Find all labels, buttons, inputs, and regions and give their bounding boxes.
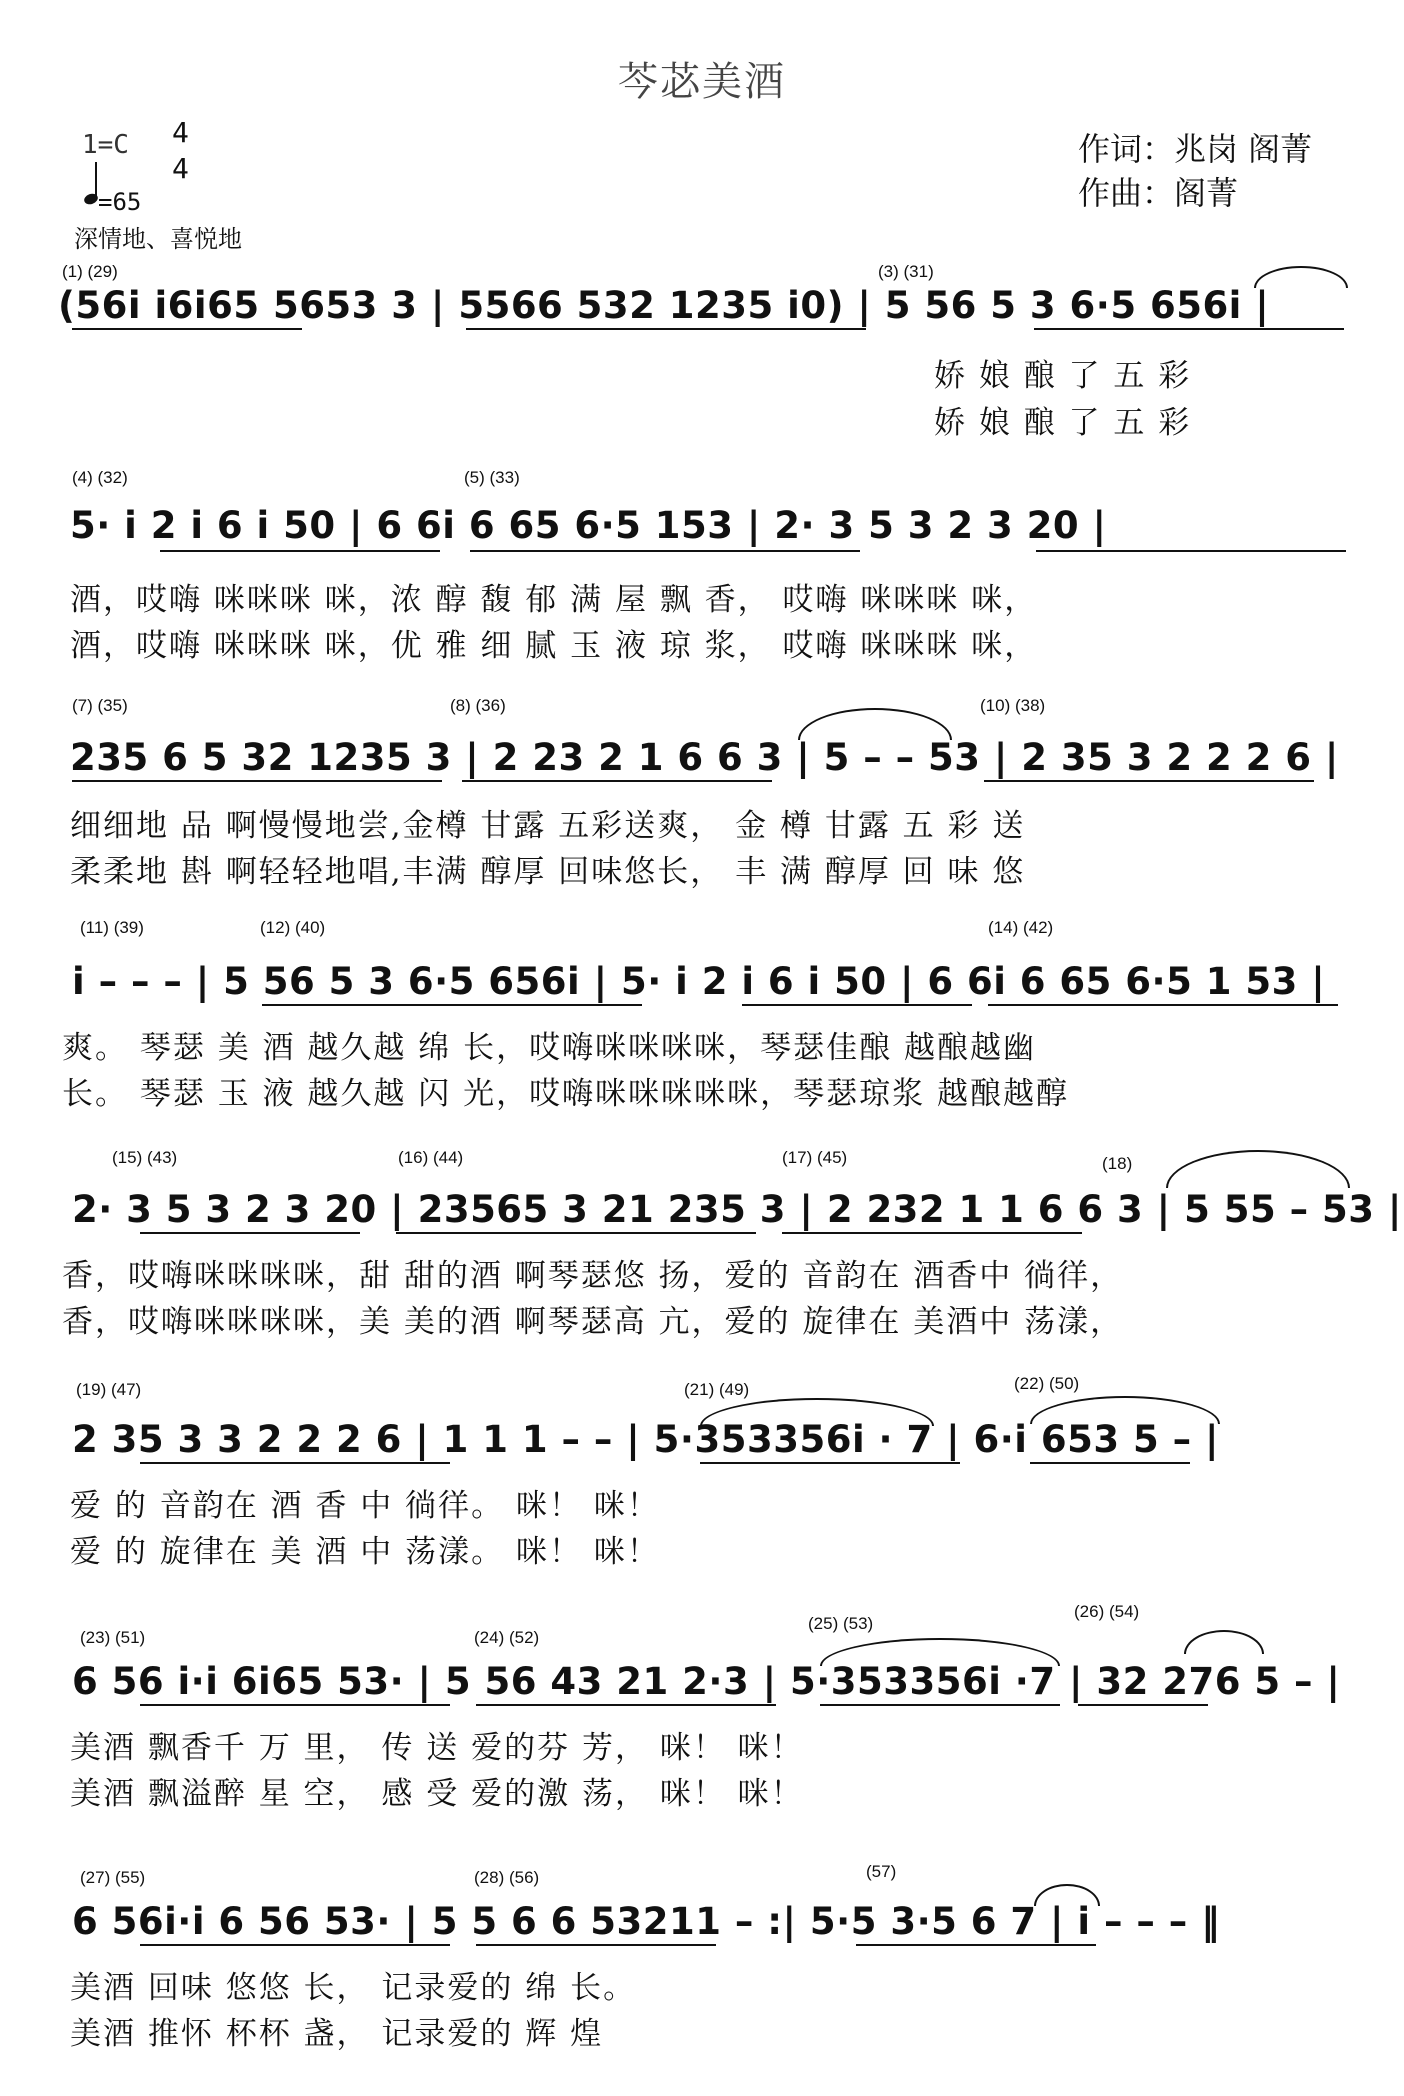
measure-number: (24) (52) [474,1628,540,1647]
beam-underline [140,1704,450,1706]
lyric-verse-1: 香，哎嗨咪咪咪咪，甜 甜的酒 啊琴瑟悠 扬，爱的 音韵在 酒香中 徜徉， [62,1258,1124,1294]
lyric-verse-2: 酒，哎嗨 咪咪咪 咪，优 雅 细 腻 玉 液 琼 浆， 哎嗨 咪咪咪 咪， [70,628,1038,664]
beam-underline [140,1944,450,1946]
measure-number: (14) (42) [988,918,1054,937]
measure-number: (11) (39) [80,918,144,937]
measure-number: (26) (54) [1074,1602,1140,1621]
melody-line: 6 56i·i 6 56 53· | 5 5 6 6 53211 – :| 5·5 3·5 6 7 | i – – – ‖ [72,1900,1221,1943]
measure-number: (22) (50) [1014,1374,1080,1393]
slur [700,1398,934,1426]
lyric-verse-1: 爽。 琴瑟 美 酒 越久越 绵 长，哎嗨咪咪咪咪，琴瑟佳酿 越酿越幽 [62,1030,1036,1066]
measure-number: (16) (44) [398,1148,464,1167]
lyric-verse-2: 娇 娘 酿 了 五 彩 [934,405,1192,441]
time-signature-bottom: 4 [172,152,189,185]
measure-number: (28) (56) [474,1868,540,1887]
measure-number: (27) (55) [80,1868,146,1887]
time-signature-top: 4 [172,116,189,149]
tie [1166,1150,1350,1188]
measure-number: (18) [1102,1154,1133,1173]
slur [1184,1630,1264,1654]
lyric-verse-1: 美酒 飘香千 万 里， 传 送 爱的芬 芳， 咪！ 咪！ [70,1730,804,1766]
lyric-verse-1: 娇 娘 酿 了 五 彩 [934,358,1192,394]
measure-number: (5) (33) [464,468,520,487]
beam-underline [160,550,440,552]
lyric-verse-2: 长。 琴瑟 玉 液 越久越 闪 光，哎嗨咪咪咪咪咪，琴瑟琼浆 越酿越醇 [62,1076,1069,1112]
melody-line: 2 35 3 3 2 2 2 6 | 1 1 1 – – | 5·353356i · 7 | 6·i 653 5 – | [72,1418,1219,1461]
melody-line: (56i i6i65 5653 3 | 5566 532 1235 i0) | 5 56 5 3 6·5 656i | [58,284,1270,327]
beam-underline [462,780,772,782]
beam-underline [140,1462,450,1464]
beam-underline [988,1004,1338,1006]
composer-credit: 作曲：阁菁 [1078,174,1239,212]
beam-underline [1034,328,1344,330]
lyric-verse-1: 酒，哎嗨 咪咪咪 咪，浓 醇 馥 郁 满 屋 飘 香， 哎嗨 咪咪咪 咪， [70,582,1038,618]
slur [820,1638,1060,1666]
measure-number: (15) (43) [112,1148,178,1167]
measure-number: (10) (38) [980,696,1046,715]
expression-marking: 深情地、喜悦地 [74,225,242,253]
tie [798,708,952,740]
measure-number: (12) (40) [260,918,326,937]
beam-underline [470,550,860,552]
lyricist-credit: 作词：兆岗 阁菁 [1078,130,1313,168]
measure-number: (8) (36) [450,696,506,715]
measure-number: (21) (49) [684,1380,750,1399]
melody-line: 2· 3 5 3 2 3 20 | 23565 3 21 235 3 | 2 232 1 1 6 6 3 | 5 55 – 53 | [72,1188,1402,1231]
measure-number: (7) (35) [72,696,128,715]
lyric-verse-1: 细细地 品 啊慢慢地尝,金樽 甘露 五彩送爽， 金 樽 甘露 五 彩 送 [70,808,1026,844]
melody-line: i – – – | 5 56 5 3 6·5 656i | 5· i 2 i 6 i 50 | 6 6i 6 65 6·5 1 53 | [72,960,1326,1003]
beam-underline [1036,550,1346,552]
song-title: 芩苾美酒 [618,59,786,105]
measure-number: (23) (51) [80,1628,146,1647]
beam-underline [1030,1462,1190,1464]
beam-underline [820,1704,1060,1706]
lyric-verse-2: 美酒 飘溢醉 星 空， 感 受 爱的激 荡， 咪！ 咪！ [70,1776,804,1812]
beam-underline [742,1004,972,1006]
melody-line: 235 6 5 32 1235 3 | 2 23 2 1 6 6 3 | 5 – – 53 | 2 35 3 2 2 2 6 | [70,736,1339,779]
lyric-verse-2: 爱 的 旋律在 美 酒 中 荡漾。 咪！ 咪！ [70,1534,660,1570]
quarter-note-stem [95,162,97,198]
slur [1254,266,1348,288]
beam-underline [856,1944,1096,1946]
measure-number: (1) (29) [62,262,118,281]
measure-number: (57) [866,1862,897,1881]
beam-underline [262,1004,642,1006]
lyric-verse-2: 美酒 推怀 杯杯 盏， 记录爱的 辉 煌 [70,2016,604,2052]
lyric-verse-1: 美酒 回味 悠悠 长， 记录爱的 绵 长。 [70,1970,637,2006]
measure-number: (19) (47) [76,1380,142,1399]
tempo-marking: =65 [98,188,142,216]
beam-underline [984,780,1314,782]
key-signature: 1=C [82,130,129,160]
beam-underline [72,328,302,330]
slur [1034,1884,1100,1906]
beam-underline [782,1232,1082,1234]
lyric-verse-2: 香，哎嗨咪咪咪咪，美 美的酒 啊琴瑟高 亢，爱的 旋律在 美酒中 荡漾， [62,1304,1124,1340]
measure-number: (17) (45) [782,1148,848,1167]
slur [1030,1396,1220,1424]
beam-underline [140,1232,360,1234]
beam-underline [396,1232,756,1234]
melody-line: 6 56 i·i 6i65 53· | 5 56 43 21 2·3 | 5·353356i ·7 | 32 276 5 – | [72,1660,1341,1703]
beam-underline [466,328,866,330]
measure-number: (3) (31) [878,262,934,281]
beam-underline [1078,1704,1208,1706]
measure-number: (4) (32) [72,468,128,487]
melody-line: 5· i 2 i 6 i 50 | 6 6i 6 65 6·5 153 | 2· 3 5 3 2 3 20 | [70,504,1107,547]
beam-underline [700,1462,960,1464]
lyric-verse-1: 爱 的 音韵在 酒 香 中 徜徉。 咪！ 咪！ [70,1488,660,1524]
measure-number: (25) (53) [808,1614,874,1633]
beam-underline [476,1944,716,1946]
beam-underline [476,1704,776,1706]
lyric-verse-2: 柔柔地 斟 啊轻轻地唱,丰满 醇厚 回味悠长， 丰 满 醇厚 回 味 悠 [70,854,1026,890]
beam-underline [72,780,442,782]
